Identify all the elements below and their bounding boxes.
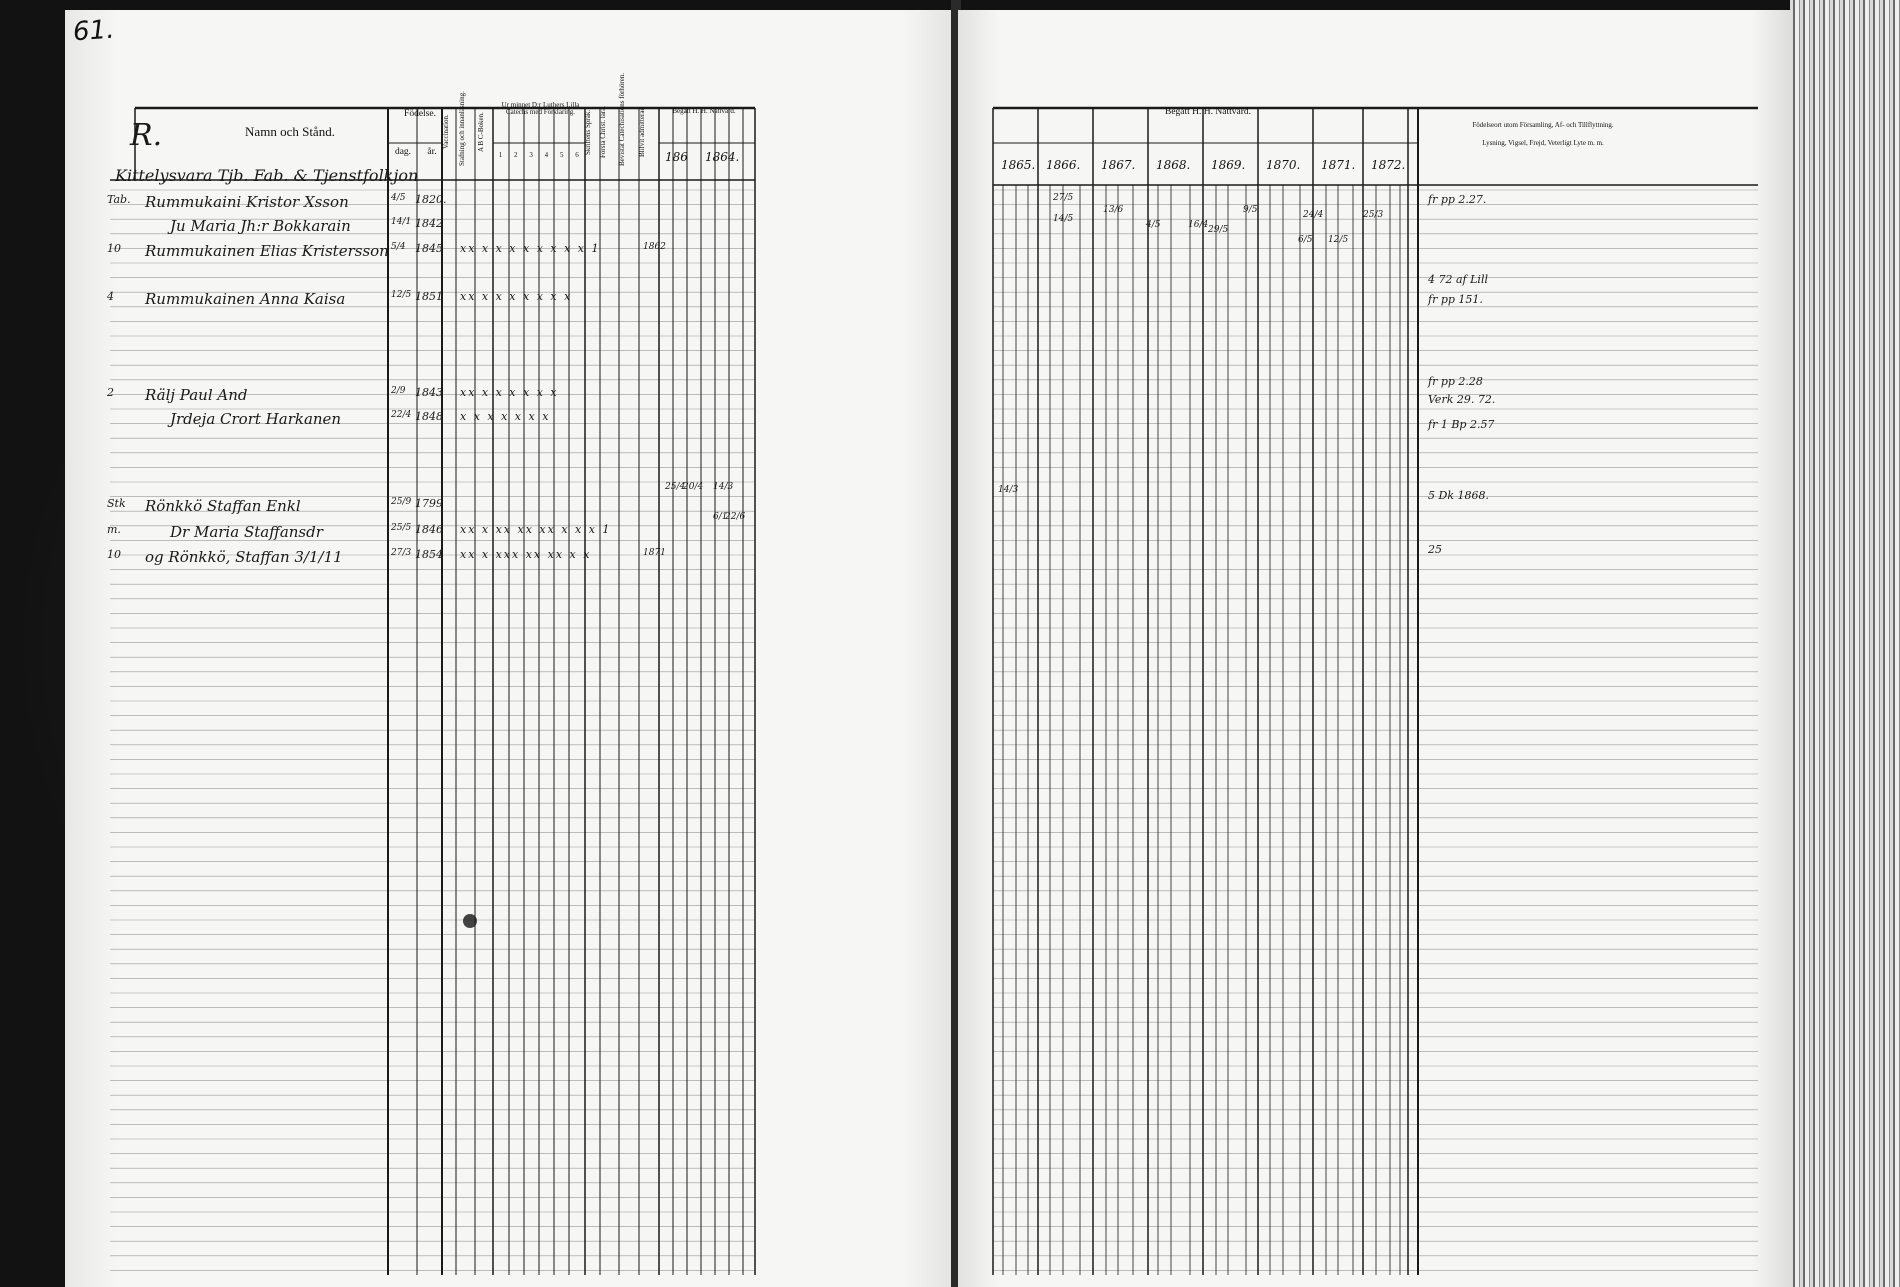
- left-page: [65, 10, 955, 1287]
- annotation: fr pp 2.27.: [1428, 193, 1487, 206]
- entry-admitted-year: 1862: [643, 242, 666, 252]
- year-label: 1869.: [1211, 158, 1246, 172]
- entry-margin-note: 10: [107, 548, 121, 561]
- header-reading: Stafning och innanläsning.: [458, 91, 466, 166]
- communion-mark: 14/5: [1053, 214, 1074, 224]
- entry-margin-note: 4: [107, 290, 114, 303]
- communion-mark: 25/4: [665, 482, 686, 492]
- entry-catechism-marks: xx x xxx xx xx x x: [460, 548, 592, 561]
- year-label: 1871.: [1321, 158, 1356, 172]
- year-label-186x: 186: [665, 150, 688, 164]
- communion-mark: 22/6: [725, 512, 746, 522]
- entry-margin-note: Tab.: [107, 193, 131, 206]
- entry-margin-note: 2: [107, 386, 114, 399]
- entry-catechism-marks: x x x x x x x: [460, 410, 551, 423]
- entry-name: Rummukainen Elias Kristersson: [145, 242, 389, 260]
- year-label: 1868.: [1156, 158, 1191, 172]
- communion-mark: 12/5: [1328, 235, 1349, 245]
- entry-birth-day: 27/3: [391, 548, 412, 558]
- book-page-edges: [1790, 0, 1900, 1287]
- entry-catechism-marks: xx x x x x x x x x 1: [460, 242, 601, 255]
- entry-admitted-year: 1871: [643, 548, 666, 558]
- communion-mark: 14/3: [713, 482, 734, 492]
- entry-birth-year: 1846: [415, 523, 443, 536]
- entry-birth-day: 4/5: [391, 193, 406, 203]
- right-page: [958, 10, 1793, 1287]
- header-vaccination: Vaccination.: [442, 114, 450, 150]
- entry-name: Rummukaini Kristor Xsson: [145, 193, 349, 211]
- entry-catechism-marks: xx x x x x x x: [460, 386, 559, 399]
- annotation: 4 72 af Lill: [1428, 273, 1488, 286]
- communion-mark: 25/3: [1363, 210, 1384, 220]
- entry-margin-note: 10: [107, 242, 121, 255]
- annotation: Verk 29. 72.: [1428, 393, 1496, 406]
- header-communion: Begått H. H. Nattvard.: [672, 107, 736, 115]
- header-notes-title: Födelseort utom Församling, Af- och Tillflyttning.: [1472, 121, 1614, 129]
- communion-mark: 14/3: [998, 485, 1019, 495]
- catechism-col-number: 2: [514, 151, 518, 159]
- communion-mark: 13/6: [1103, 205, 1124, 215]
- entry-birth-day: 25/5: [391, 523, 412, 533]
- entry-catechism-marks: xx x xx xx xx x x x 1: [460, 523, 612, 536]
- communion-mark: 6/1: [713, 512, 728, 522]
- header-abc-book: A B C-Boken.: [477, 112, 485, 152]
- year-label: 1867.: [1101, 158, 1136, 172]
- header-communion-right: Begått H. H. Nattvard.: [1164, 107, 1251, 117]
- entry-birth-year: 1799: [415, 497, 443, 510]
- entry-margin-note: Stk: [107, 497, 126, 510]
- catechism-col-number: 5: [559, 151, 564, 159]
- year-label: 1870.: [1266, 158, 1301, 172]
- entry-name: Rummukainen Anna Kaisa: [145, 290, 346, 308]
- header-birth-year: år.: [427, 147, 437, 157]
- entry-birth-year: 1854: [415, 548, 443, 561]
- entry-name: Jrdeja Crort Harkanen: [170, 410, 342, 428]
- communion-mark: 27/5: [1053, 193, 1074, 203]
- annotation: fr pp 2.28: [1428, 375, 1483, 388]
- entry-birth-year: 1842: [415, 217, 443, 230]
- annotation: 5 Dk 1868.: [1428, 489, 1489, 502]
- entry-birth-year: 1843: [415, 386, 443, 399]
- catechism-col-number: 3: [529, 151, 533, 159]
- year-label: 1865.: [1001, 158, 1036, 172]
- entry-name: Rälj Paul And: [145, 386, 248, 404]
- header-admitted: Blifvit admitterad: [638, 107, 646, 157]
- communion-mark: 4/5: [1146, 220, 1161, 230]
- communion-mark: 16/4: [1188, 220, 1209, 230]
- year-label-1864: 1864.: [705, 150, 740, 164]
- header-birth: Födelse.: [404, 109, 436, 119]
- annotation: fr 1 Bp 2.57: [1428, 418, 1495, 431]
- entry-name: Dr Maria Staffansdr: [170, 523, 323, 541]
- header-notes-subtitle: Lysning, Vigsel, Frejd, Veterligt Lyte m. m.: [1482, 139, 1604, 147]
- communion-mark: 20/4: [683, 482, 704, 492]
- page-number: 61.: [72, 14, 116, 48]
- annotation: fr pp 151.: [1428, 293, 1483, 306]
- year-label: 1872.: [1371, 158, 1406, 172]
- ink-blot: [463, 914, 477, 928]
- entry-birth-year: 1845: [415, 242, 443, 255]
- entry-birth-year: 1851: [415, 290, 443, 303]
- year-label: 1866.: [1046, 158, 1081, 172]
- entry-name: Rönkkö Staffan Enkl: [145, 497, 301, 515]
- annotation: 25: [1428, 543, 1442, 556]
- catechism-col-number: 1: [498, 151, 503, 159]
- entry-birth-year: 1820.: [415, 193, 447, 206]
- catechism-col-number: 6: [575, 151, 579, 159]
- entry-catechism-marks: xx x x x x x x x: [460, 290, 573, 303]
- entry-name: og Rönkkö, Staffan 3/1/11: [145, 548, 343, 566]
- entry-birth-day: 2/9: [391, 386, 406, 396]
- entry-birth-day: 12/5: [391, 290, 412, 300]
- entry-margin-note: m.: [107, 523, 121, 536]
- entry-birth-day: 25/9: [391, 497, 412, 507]
- right-ledger-grid: [958, 10, 1793, 1287]
- header-catechisation-attended: Bevistat Catechisations förhören.: [618, 72, 626, 166]
- communion-mark: 29/5: [1208, 225, 1229, 235]
- village-heading: Kittelysvara Tjb. Fab. & Tjenstfolkjon: [115, 166, 419, 185]
- entry-birth-day: 22/4: [391, 410, 412, 420]
- catechism-col-number: 4: [544, 151, 549, 159]
- header-name-and-rank: Namn och Stånd.: [245, 124, 335, 139]
- header-christian-teaching: Första Christ. lära.: [599, 105, 607, 159]
- entry-birth-day: 14/1: [391, 217, 412, 227]
- communion-mark: 24/4: [1303, 210, 1324, 220]
- entry-birth-year: 1848: [415, 410, 443, 423]
- entry-birth-day: 5/4: [391, 242, 406, 252]
- header-catechism: Ur minnet D:r Luthers Lilla Catechs med Förklaring.: [501, 101, 580, 117]
- header-birth-day: dag.: [394, 147, 412, 157]
- section-letter: R.: [130, 118, 163, 153]
- entry-name: Ju Maria Jh:r Bokkarain: [170, 217, 351, 235]
- communion-mark: 9/5: [1243, 205, 1258, 215]
- communion-mark: 6/5: [1298, 235, 1313, 245]
- header-scripture: Skriftens Språk.: [584, 109, 592, 155]
